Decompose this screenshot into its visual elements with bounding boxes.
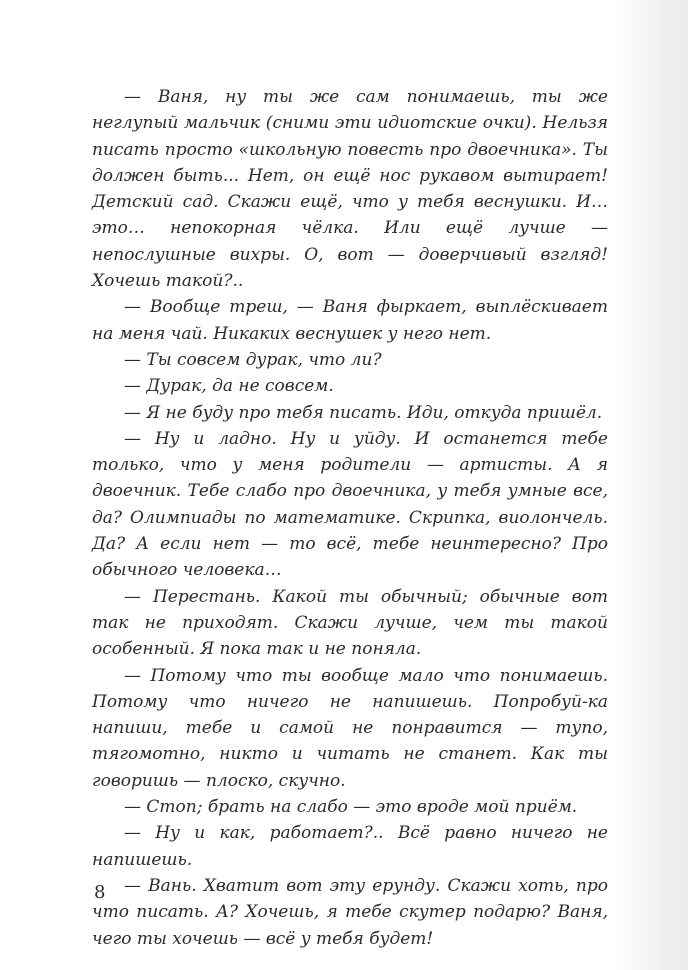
paragraph: — Ну и как, работает?.. Всё равно ничего не напишешь. [92,823,608,870]
paragraph: — Дурак, да не совсем. [124,376,334,397]
paragraph: — Ваня, ну ты же сам понимаешь, ты же неглупый мальчик (сними эти идиотские очки). Нельзя писать просто «школьную повесть про двоечника». Ты должен быть... Нет, он ещё нос рукавом вытирает! Детский сад. Скажи ещё, что у тебя веснушки. И… это… непокорная чёлка. Или ещё лучше — непослушные вихры. О, вот — доверчивый взгляд! Хочешь такой?.. [92,87,608,292]
paragraph: — Ты совсем дурак, что ли? [124,349,382,370]
paragraph: — Стоп; брать на слабо — это вроде мой приём. [124,797,578,818]
page-number: 8 [94,882,106,903]
paragraph: — Ну и ладно. Ну и уйду. И останется тебе только, что у меня родители — артисты. А я двоечник. Тебе слабо про двоечника, у тебя умные все, да? Олимпиады по математике. Скрипка, виолончель. Да? А если нет — то всё, тебе неинтересно? Про обычного человека… [92,428,608,581]
paragraph: — Перестань. Какой ты обычный; обычные вот так не приходят. Скажи лучше, чем ты такой особенный. Я пока так и не поняла. [92,586,608,660]
paragraph: — Вообще треш, — Ваня фыркает, выплёскивает на меня чай. Никаких веснушек у него нет. [92,297,608,344]
paragraph: — Вань. Хватит вот эту ерунду. Скажи хоть, про что писать. А? Хочешь, я тебе скутер подарю? Ваня, чего ты хочешь — всё у тебя будет! [92,875,608,949]
paragraph: — Я не буду про тебя писать. Иди, откуда пришёл. [124,402,603,423]
paragraph: — Потому что ты вообще мало что понимаешь. Потому что ничего не напишешь. Попробуй-ка напиши, тебе и самой не понравится — тупо, тягомотно, никто и читать не станет. Как ты говоришь — плоско, скучно. [92,665,608,791]
page-text [92,84,608,952]
